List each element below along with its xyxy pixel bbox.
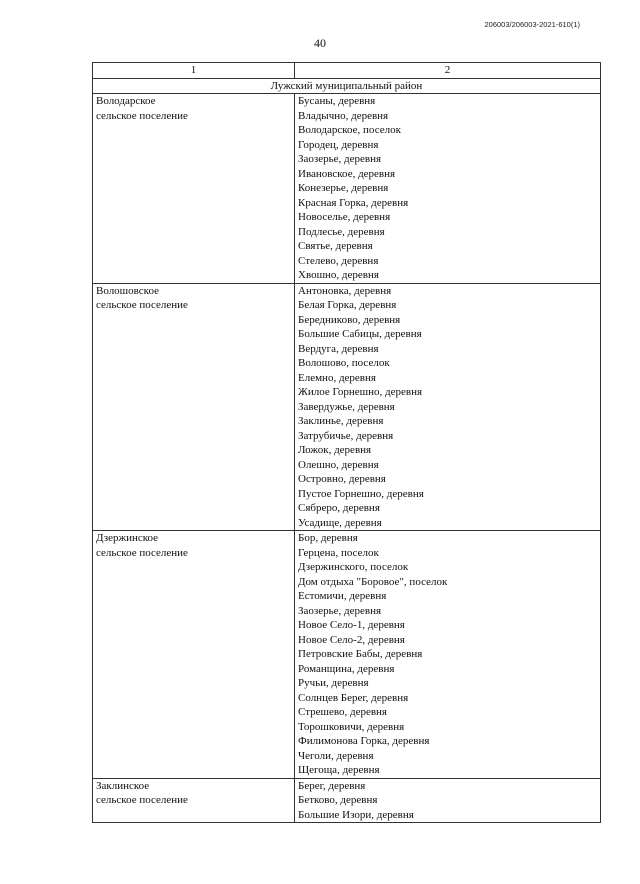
place-item: Щегоща, деревня (298, 764, 380, 776)
settlement-row (93, 94, 601, 284)
place-item: Островно, деревня (298, 473, 386, 485)
document-code: 206003/206003-2021-610(1) (484, 20, 580, 29)
place-item: Усадище, деревня (298, 516, 382, 529)
place-item: Стелево, деревня (298, 254, 379, 267)
place-item: Белая Горка, деревня (298, 299, 397, 311)
place-item: Конезерье, деревня (298, 182, 389, 194)
place-item: Волошово, поселок (298, 357, 390, 369)
place-item: Бередниково, деревня (298, 313, 401, 326)
settlement-name: Володарское (96, 95, 156, 107)
settlement-type: сельское поселение (96, 299, 188, 311)
place-item: Новое Село-1, деревня (298, 619, 405, 631)
place-item: Святье, деревня (298, 240, 373, 252)
place-item: Солнцев Берег, деревня (298, 691, 409, 704)
settlements-table (92, 62, 601, 823)
place-item: Бетково, деревня (298, 794, 378, 806)
settlement-name: Дзержинское (96, 532, 159, 544)
settlement-type: сельское поселение (96, 546, 188, 559)
district-row (93, 78, 601, 94)
settlement-name: Заклинское (96, 779, 150, 792)
settlement-cell (93, 94, 295, 284)
place-item: Жилое Горнешно, деревня (298, 386, 423, 398)
place-item: Ложок, деревня (298, 444, 372, 456)
place-item: Затрубичье, деревня (298, 429, 394, 442)
place-item: Заклинье, деревня (298, 415, 384, 427)
place-item: Владычно, деревня (298, 109, 389, 122)
column-header-1: 1 (93, 63, 295, 79)
place-item: Володарское, поселок (298, 124, 401, 136)
place-item: Заозерье, деревня (298, 604, 382, 617)
page-number: 40 (314, 36, 326, 50)
place-item: Дом отдыха "Боровое", поселок (298, 575, 448, 588)
settlement-type: сельское поселение (96, 794, 188, 806)
place-item: Ивановское, деревня (298, 167, 396, 180)
places-cell (295, 283, 601, 531)
settlement-name: Волошовское (96, 284, 159, 297)
place-item: Бусаны, деревня (298, 95, 376, 107)
settlement-cell (93, 778, 295, 823)
column-header-row (93, 63, 601, 79)
place-item: Стрешево, деревня (298, 706, 387, 718)
settlement-row (93, 778, 601, 823)
place-item: Романщина, деревня (298, 662, 395, 675)
place-item: Подлесье, деревня (298, 225, 385, 238)
place-item: Филимонова Горка, деревня (298, 735, 430, 747)
place-item: Красная Горка, деревня (298, 196, 409, 209)
place-item: Вердуга, деревня (298, 342, 379, 355)
place-item: Петровские Бабы, деревня (298, 648, 423, 660)
place-item: Естомичи, деревня (298, 590, 387, 602)
place-item: Берег, деревня (298, 779, 366, 792)
place-item: Дзержинского, поселок (298, 561, 409, 573)
place-item: Заозерье, деревня (298, 153, 382, 165)
settlement-row (93, 283, 601, 531)
place-item: Чеголи, деревня (298, 749, 374, 762)
place-item: Торошковичи, деревня (298, 720, 405, 733)
settlement-type: сельское поселение (96, 109, 188, 122)
place-item: Бор, деревня (298, 532, 358, 544)
column-header-2: 2 (295, 63, 601, 79)
places-cell (295, 778, 601, 823)
settlement-row (93, 531, 601, 779)
settlement-cell (93, 283, 295, 531)
place-item: Герцена, поселок (298, 546, 379, 559)
place-item: Олешно, деревня (298, 458, 379, 471)
place-item: Завердужье, деревня (298, 400, 395, 413)
places-cell (295, 94, 601, 284)
district-name: Лужский муниципальный район (93, 78, 601, 94)
place-item: Большие Изори, деревня (298, 808, 414, 821)
place-item: Антоновка, деревня (298, 284, 392, 297)
place-item: Ручьи, деревня (298, 677, 369, 689)
settlement-cell (93, 531, 295, 779)
place-item: Новоселье, деревня (298, 211, 391, 223)
places-cell (295, 531, 601, 779)
place-item: Сябреро, деревня (298, 502, 380, 514)
place-item: Большие Сабицы, деревня (298, 328, 422, 340)
place-item: Хвошно, деревня (298, 269, 379, 281)
place-item: Елемно, деревня (298, 371, 376, 384)
place-item: Новое Село-2, деревня (298, 633, 405, 646)
place-item: Пустое Горнешно, деревня (298, 487, 424, 500)
place-item: Городец, деревня (298, 138, 379, 151)
